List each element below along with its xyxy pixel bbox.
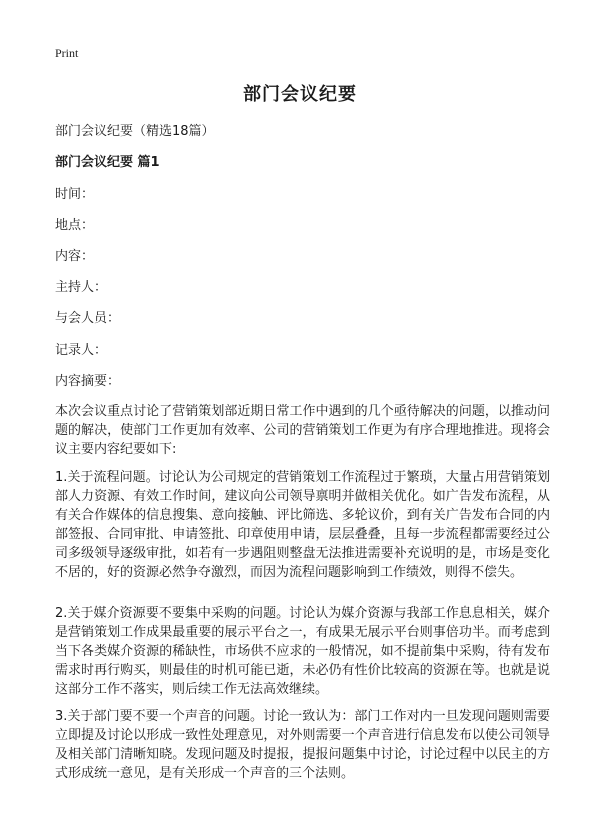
paragraph-item-3: 3.关于部门要不要一个声音的问题。讨论一致认为：部门工作对内一旦发现问题则需要立即提及讨论以形成一致性处理意见，对外则需要一个声音进行信息发布以使公司领导及相关部门清晰知晓。发现问题及时提报，提报问题集中讨论，讨论过程中以民主的方式形成统一意见，是有关形成一个声音的三个法则。: [55, 709, 550, 781]
paragraph-intro: 本次会议重点讨论了营销策划部近期日常工作中遇到的几个亟待解决的问题，以推动问题的解决，使部门工作更加有效率、公司的营销策划工作更为有序合理地推进。现将会议主要内容纪要如下:: [55, 404, 550, 457]
field-place: 地点：: [55, 218, 95, 233]
field-attendees: 与会人员：: [55, 311, 121, 326]
paragraph-item-1: 1.关于流程问题。讨论认为公司规定的营销策划工作流程过于繁琐，大量占用营销策划部人力资源、有效工作时间，建议向公司领导禀明并做相关优化。如广告发布流程，从有关合作媒体的信息搜集、意向接触、评比筛选、多轮议价，到有关广告发布合同的内部签报、合同审批、申请签批、印章使用申请，层层叠叠，且每一步流程都需要经过公司多级领导逐级审批，如若有一步遇阻则整盘无法推进需要补充说明的是，市场是变化不居的，好的资源必然争夺激烈，而因为流程问题影响到工作绩效，则得不偿失。: [55, 470, 550, 580]
field-host: 主持人：: [55, 280, 108, 295]
field-summary: 内容摘要：: [55, 374, 121, 389]
field-content: 内容：: [55, 249, 95, 264]
field-recorder: 记录人：: [55, 343, 108, 358]
document-subtitle: 部门会议纪要（精选18篇）: [55, 124, 215, 139]
document-title: 部门会议纪要: [243, 84, 357, 105]
field-time: 时间：: [55, 187, 95, 202]
paragraph-item-2: 2.关于媒介资源要不要集中采购的问题。讨论认为媒介资源与我部工作息息相关，媒介是营销策划工作成果最重要的展示平台之一，有成果无展示平台则事倍功半。而考虑到当下各类媒介资源的稀缺性，市场供不应求的一般情况，如不提前集中采购，待有发布需求时再行购买，则最佳的时机可能已逝，未必仍有性价比较高的资源在等。也就是说这部分工作不落实，则后续工作无法高效继续。: [55, 606, 550, 697]
print-label: Print: [55, 46, 79, 60]
section-title: 部门会议纪要 篇1: [55, 155, 160, 170]
